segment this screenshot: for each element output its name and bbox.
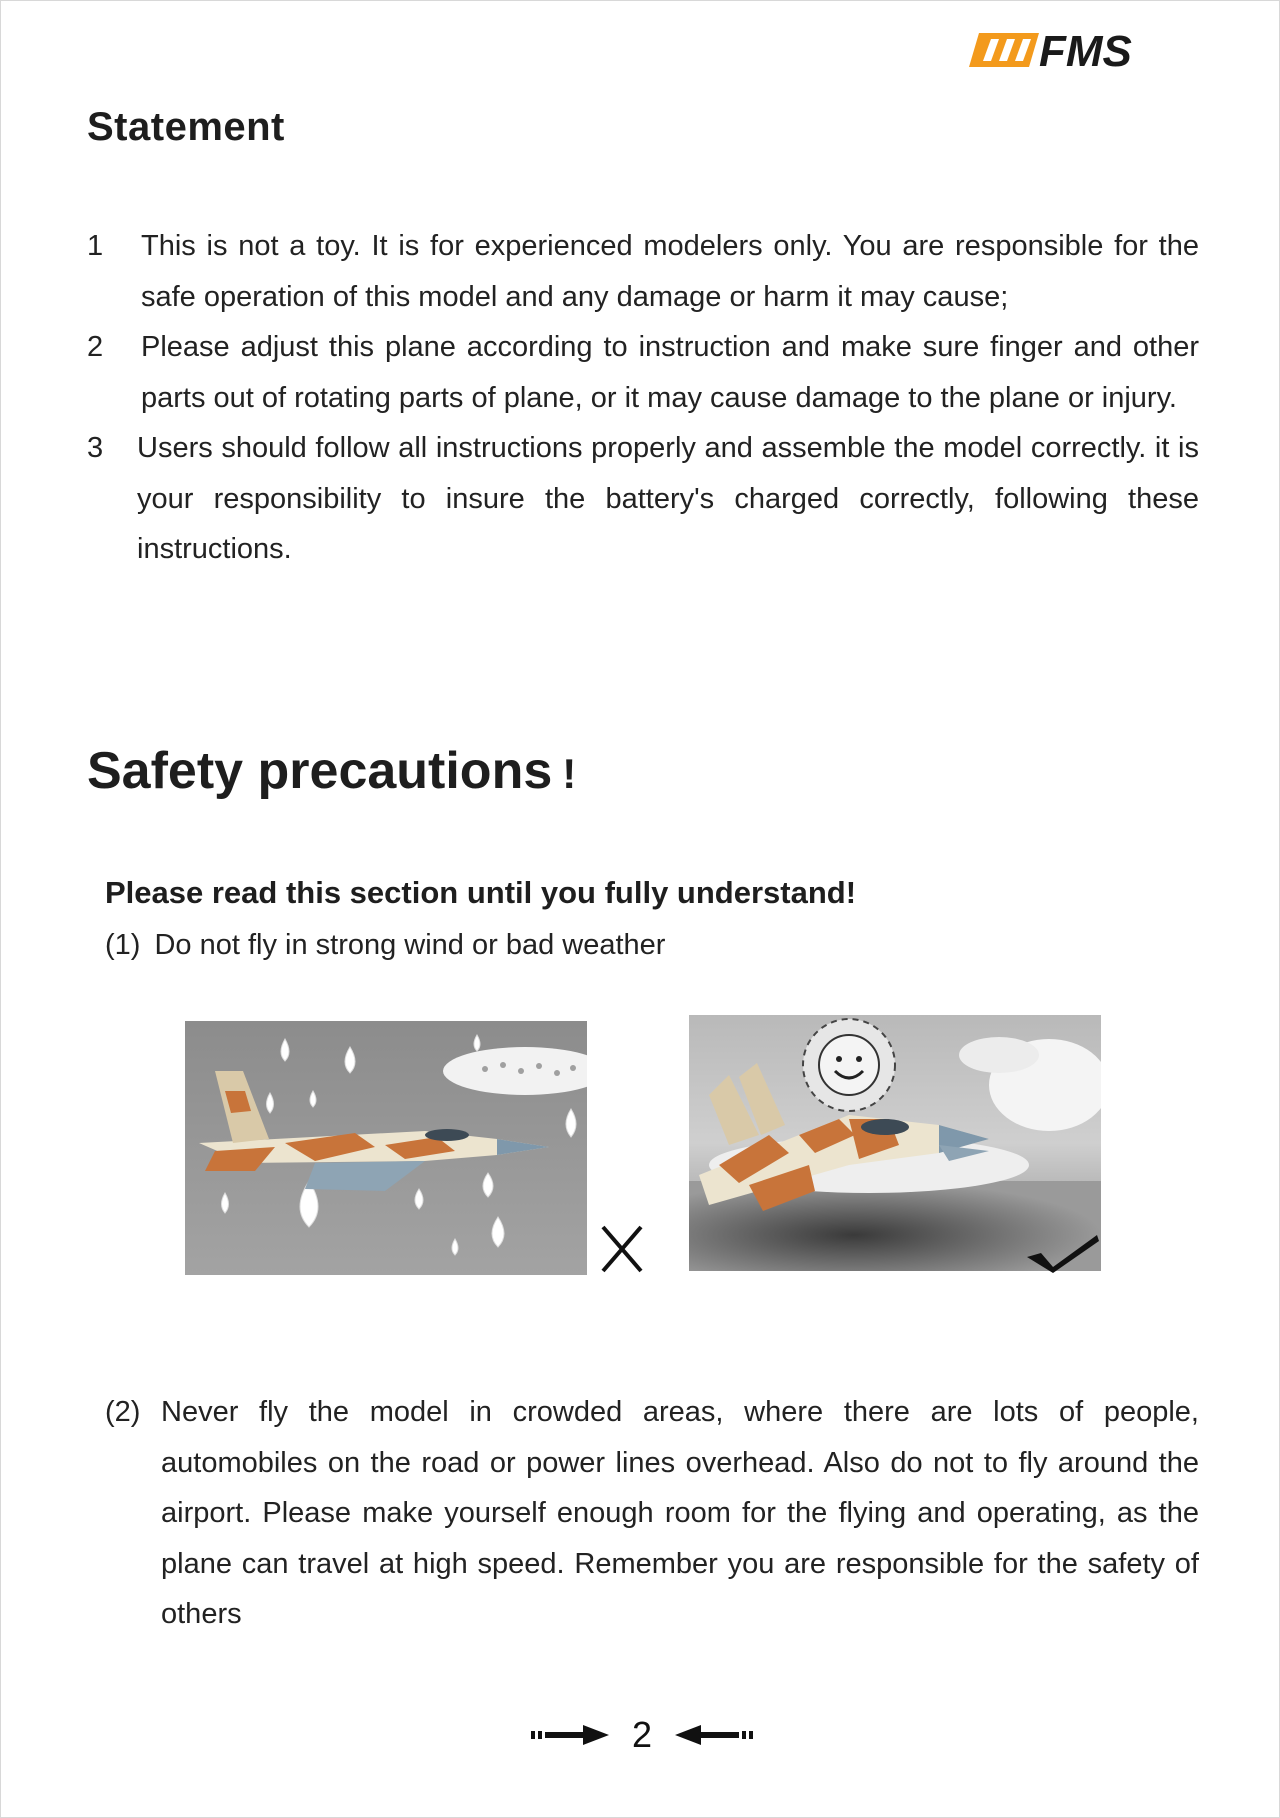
statement-title: Statement bbox=[87, 105, 285, 149]
statement-item bbox=[87, 221, 1199, 322]
safety-subtitle: Please read this section until you fully understand! bbox=[105, 875, 857, 910]
page-number-text: 2 bbox=[631, 1714, 653, 1755]
check-icon bbox=[1025, 1233, 1101, 1273]
item-text: Please adjust this plane according to instruction and make sure finger and other parts out of rotating parts of plane, or it may cause damage to the plane or injury. bbox=[141, 331, 1199, 414]
page-number bbox=[529, 1713, 755, 1757]
safety-point-1 bbox=[105, 929, 665, 962]
statement-list bbox=[87, 221, 1199, 575]
point-label: (2) bbox=[105, 1396, 141, 1428]
cross-icon bbox=[599, 1223, 645, 1275]
safety-title-exclaim: ! bbox=[562, 750, 577, 797]
rainy-weather-plane-image bbox=[185, 1021, 587, 1275]
item-text: Users should follow all instructions properly and assemble the model correctly. it is your responsibility to insure the battery's charged correctly, following these instructions. bbox=[137, 432, 1199, 565]
point-text: Do not fly in strong wind or bad weather bbox=[154, 929, 666, 961]
safety-point-2 bbox=[105, 1387, 1199, 1640]
safety-title-text: Safety precautions bbox=[87, 742, 553, 800]
left-arrow-icon bbox=[675, 1725, 753, 1745]
statement-item bbox=[87, 322, 1199, 423]
item-text: This is not a toy. It is for experienced modelers only. You are responsible for the safe operation of this model and any damage or harm it may cause; bbox=[141, 230, 1199, 313]
right-arrow-icon bbox=[531, 1725, 609, 1745]
item-number: 3 bbox=[87, 432, 104, 464]
point-text: Never fly the model in crowded areas, where there are lots of people, automobiles on the road or power lines overhead. Also do not to fly around the airport. Please make yourself enough room for the flying and operating, as the plane can travel at high speed. Remember you are responsible for the safety of others bbox=[161, 1396, 1199, 1630]
svg-text:FMS: FMS bbox=[1039, 27, 1132, 73]
fms-logo bbox=[969, 25, 1177, 73]
statement-item bbox=[87, 423, 1199, 575]
point-label: (1) bbox=[105, 929, 141, 961]
item-number: 2 bbox=[87, 331, 104, 363]
safety-title bbox=[87, 741, 576, 801]
item-number: 1 bbox=[87, 230, 104, 262]
